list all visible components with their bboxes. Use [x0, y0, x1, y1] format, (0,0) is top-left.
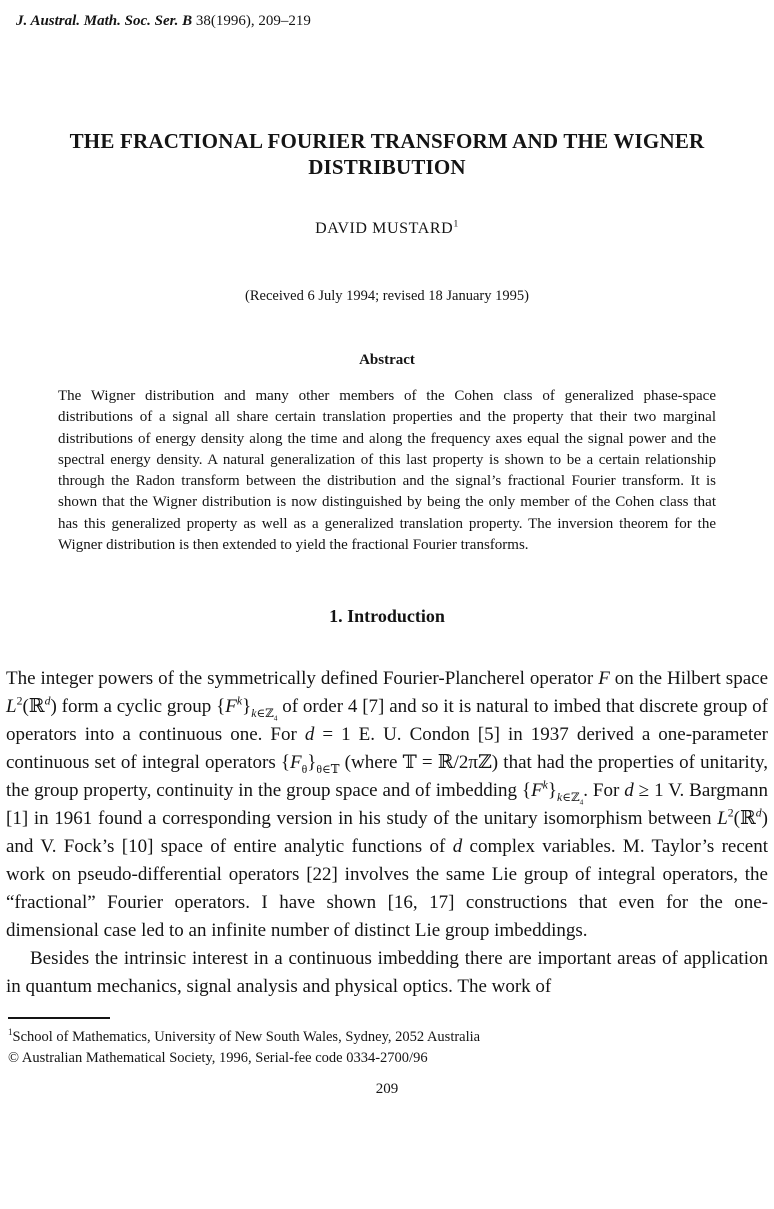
introduction-paragraph-2: Besides the intrinsic interest in a continuous imbedding there are important areas of application in quantum mechanics, signal analysis and physical optics. The work of [6, 948, 768, 998]
author-name: DAVID MUSTARD$^1$ [315, 218, 459, 237]
paper-title: THE FRACTIONAL FOURIER TRANSFORM AND THE WIGNER DISTRIBUTION [69, 129, 705, 179]
received-note: (Received 6 July 1994; revised 18 January 1995) [245, 288, 529, 304]
section-heading-introduction: 1. Introduction [329, 606, 445, 627]
page-number: 209 [375, 1081, 399, 1098]
introduction-body [6, 665, 768, 1001]
copyright-notice: © Australian Mathematical Society, 1996, Serial-fee code 0334-2700/96 [8, 1049, 428, 1066]
issue-info: 38(1996), 209–219 [192, 13, 311, 29]
abstract-heading: Abstract [359, 352, 415, 368]
introduction-paragraph-1: The integer powers of the symmetrically defined Fourier-Plancherel operator F on the Hilbert space $L^2(ℝ^d)$ form a cyclic group $\{F^k\}_{k\in ℤ_4}$ of order 4 [7] and so it is natural to imbed that discrete group of operators into a continuous one. For d = 1 E. U. Condon [5] in 1937 derived a one-parameter continuous set of integral operators $\{F_\theta\}_{\theta\in 𝕋}$ (where 𝕋 = ℝ/2πℤ) that had the properties of unitarity, the group property, continuity in the group space and of imbedding $\{F^k\}_{k\in ℤ_4}$. For d ≥ 1 V. Bargmann [1] in 1961 found a corresponding version in his study of the unitary isomorphism between $L^2(ℝ^d)$ and V. Fock’s [10] space of entire analytic functions of d complex variables. M. Taylor’s recent work on pseudo-differential operators [22] involves the same Lie group of integral operators, the “fractional” Fourier operators. I have shown [16, 17] constructions that even for the one-dimensional case led to an infinite number of distinct Lie group imbeddings. [6, 668, 769, 942]
affiliation-footnote: $^1$School of Mathematics, University of New South Wales, Sydney, 2052 Australia [8, 1027, 481, 1046]
running-head [6, 13, 768, 30]
footnotes [6, 1027, 768, 1068]
footnote-divider [8, 1017, 110, 1019]
journal-title: J. Austral. Math. Soc. Ser. B [16, 13, 193, 29]
abstract-text: The Wigner distribution and many other members of the Cohen class of generalized phase-space distributions of a signal all share certain translation properties and the property that their two marginal distributions of energy density along the time and along the frequency axes equal the signal power and the spectral energy density. A natural generalization of this last property is shown to be a certain relationship through the Radon transform between the distribution and the signal’s fractional Fourier transform. It is shown that the Wigner distribution is now distinguished by being the only member of the Cohen class that has this generalized property as well as a generalized translation property. The inversion theorem for the Wigner distribution is then extended to yield the fractional Fourier transforms. [58, 388, 716, 554]
